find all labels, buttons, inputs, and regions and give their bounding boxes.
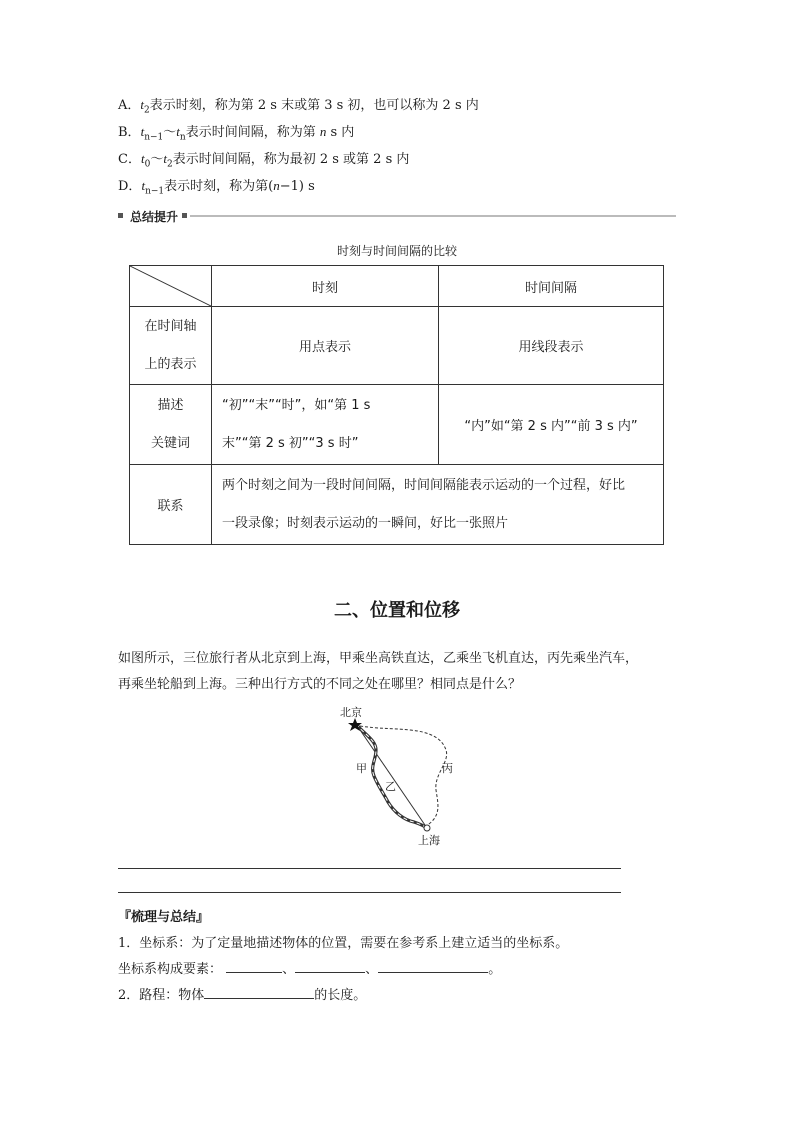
- option-d: D．$t_{n-1}$表示时刻，称为第(n−1) s: [118, 178, 315, 197]
- diagonal-line-icon: [130, 266, 211, 306]
- fill-blank[interactable]: [295, 958, 365, 973]
- cell-interval-axis: 用线段表示: [439, 307, 664, 385]
- cell-moment-keywords: “初”“末”“时”，如“第 1 s 末”“第 2 s 初”“3 s 时”: [212, 385, 439, 465]
- option-b: B．$t_{n-1}\sim t_n$表示时间间隔，称为第 n s 内: [118, 124, 355, 143]
- bullet-square-icon: [182, 213, 187, 218]
- fill-blank[interactable]: [226, 958, 282, 973]
- circle-marker-icon: [424, 825, 430, 831]
- review-item-2: 2．路程：物体 的长度。: [118, 983, 678, 1009]
- label-shanghai: 上海: [418, 834, 440, 847]
- label-jia: 甲: [356, 762, 367, 775]
- option-a: A．$t_2$表示时刻，称为第 2 s 末或第 3 s 初，也可以称为 2 s 内: [118, 97, 479, 116]
- review-item-1: 1．坐标系：为了定量地描述物体的位置，需要在参考系上建立适当的坐标系。: [118, 936, 569, 951]
- row-label-axis: 在时间轴 上的表示: [130, 307, 212, 385]
- comparison-table: [129, 265, 664, 545]
- label-bing: 丙: [442, 762, 453, 775]
- section-title: 二、位置和位移: [334, 600, 460, 621]
- summary-header: [118, 208, 676, 224]
- bullet-square-icon: [118, 213, 123, 218]
- summary-label: 总结提升: [130, 210, 179, 224]
- fill-blank[interactable]: [204, 984, 314, 999]
- question-paragraph: 如图所示，三位旅行者从北京到上海，甲乘坐高铁直达，乙乘坐飞机直达，丙先乘坐汽车， 再乘坐轮船到上海。三种出行方式的不同之处在哪里？相同点是什么？: [118, 651, 639, 692]
- review-heading: 『梳理与总结』: [118, 910, 210, 925]
- diagonal-header-cell: [130, 266, 212, 307]
- answer-line[interactable]: [118, 868, 621, 869]
- option-c: C．$t_0\sim t_2$表示时间间隔，称为最初 2 s 或第 2 s 内: [118, 151, 410, 170]
- cell-moment-axis: 用点表示: [212, 307, 439, 385]
- header-moment: 时刻: [212, 266, 439, 307]
- route-map-figure: [330, 704, 470, 849]
- row-label-keywords: 描述 关键词: [130, 385, 212, 465]
- answer-line[interactable]: [118, 892, 621, 893]
- table-caption: 时刻与时间间隔的比较: [336, 244, 457, 258]
- row-label-relation: 联系: [130, 465, 212, 545]
- review-item-1b: 坐标系构成要素： 、 、 。: [118, 957, 678, 983]
- label-beijing: 北京: [340, 706, 362, 719]
- header-interval: 时间间隔: [439, 266, 664, 307]
- cell-interval-keywords: “内”如“第 2 s 内”“前 3 s 内”: [439, 385, 664, 465]
- review-body: [118, 931, 678, 1009]
- label-yi: 乙: [385, 780, 396, 793]
- divider: [190, 215, 676, 217]
- fill-blank[interactable]: [378, 958, 488, 973]
- cell-relation: 两个时刻之间为一段时间间隔，时间间隔能表示运动的一个过程，好比 一段录像；时刻表示运动的一瞬间，好比一张照片: [212, 465, 664, 545]
- route-map: [330, 704, 470, 849]
